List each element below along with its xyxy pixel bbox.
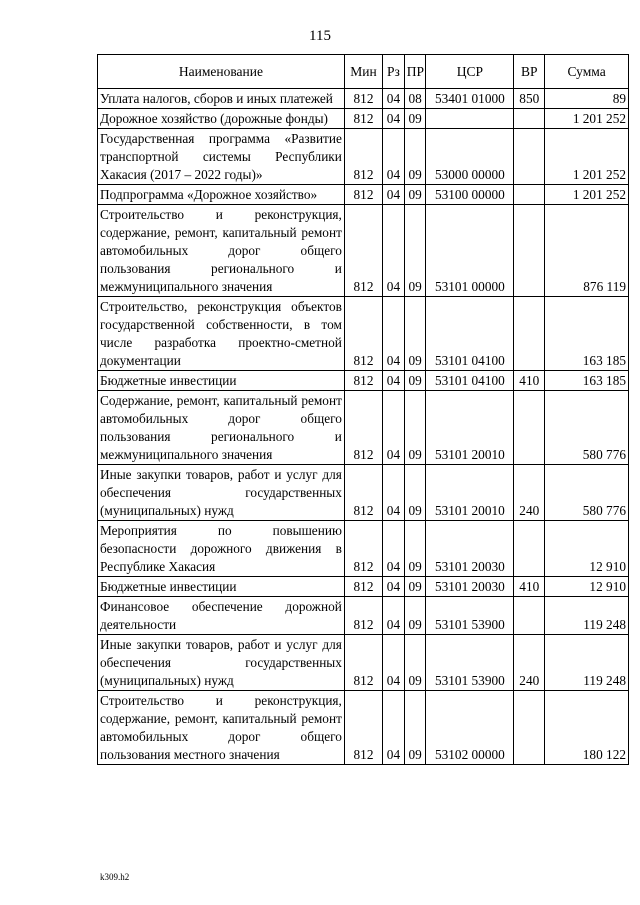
row-min: 812 [344,129,382,185]
row-sum: 163 185 [545,371,629,391]
row-pr: 09 [404,129,426,185]
row-pr: 09 [404,521,426,577]
row-rz: 04 [383,635,405,691]
row-sum: 876 119 [545,205,629,297]
table-row [98,691,629,765]
row-min: 812 [344,185,382,205]
row-pr: 09 [404,691,426,765]
row-name: Строительство и реконструкция, содержание, ремонт, капитальный ремонт автомобильных дорог общего пользования местного значения [98,691,345,765]
row-rz: 04 [383,691,405,765]
row-vr [514,297,545,371]
row-name: Мероприятия по повышению безопасности дорожного движения в Республике Хакасия [98,521,345,577]
row-vr [514,597,545,635]
row-min: 812 [344,521,382,577]
row-min: 812 [344,597,382,635]
table-row [98,597,629,635]
row-pr: 09 [404,205,426,297]
row-csr: 53101 20030 [426,577,514,597]
row-sum: 163 185 [545,297,629,371]
row-min: 812 [344,635,382,691]
header-pr: ПР [404,55,426,89]
table-row [98,371,629,391]
row-rz: 04 [383,185,405,205]
header-sum: Сумма [545,55,629,89]
row-sum: 1 201 252 [545,109,629,129]
row-pr: 09 [404,109,426,129]
row-rz: 04 [383,371,405,391]
row-name: Дорожное хозяйство (дорожные фонды) [98,109,345,129]
row-csr: 53101 04100 [426,371,514,391]
row-sum: 119 248 [545,597,629,635]
row-sum: 89 [545,89,629,109]
row-vr [514,205,545,297]
row-sum: 1 201 252 [545,129,629,185]
header-name: Наименование [98,55,345,89]
row-vr [514,185,545,205]
row-min: 812 [344,465,382,521]
row-min: 812 [344,577,382,597]
row-name: Иные закупки товаров, работ и услуг для обеспечения государственных (муниципальных) нужд [98,635,345,691]
row-name: Иные закупки товаров, работ и услуг для обеспечения государственных (муниципальных) нужд [98,465,345,521]
row-csr: 53101 53900 [426,597,514,635]
row-name: Подпрограмма «Дорожное хозяйство» [98,185,345,205]
row-min: 812 [344,391,382,465]
row-pr: 09 [404,465,426,521]
row-sum: 12 910 [545,521,629,577]
table-row [98,109,629,129]
row-min: 812 [344,205,382,297]
table-row [98,465,629,521]
row-pr: 08 [404,89,426,109]
row-name: Строительство, реконструкция объектов государственной собственности, в том числе разработка проектно-сметной документации [98,297,345,371]
row-csr [426,109,514,129]
row-rz: 04 [383,109,405,129]
row-vr [514,691,545,765]
row-sum: 12 910 [545,577,629,597]
row-name: Государственная программа «Развитие транспортной системы Республики Хакасия (2017 – 2022 годы)» [98,129,345,185]
row-rz: 04 [383,129,405,185]
row-rz: 04 [383,297,405,371]
row-name: Бюджетные инвестиции [98,577,345,597]
header-vr: ВР [514,55,545,89]
row-sum: 1 201 252 [545,185,629,205]
row-min: 812 [344,691,382,765]
table-row [98,577,629,597]
table-row [98,297,629,371]
row-name: Строительство и реконструкция, содержание, ремонт, капитальный ремонт автомобильных дорог общего пользования регионального и межмуниципального значения [98,205,345,297]
row-pr: 09 [404,371,426,391]
row-name: Бюджетные инвестиции [98,371,345,391]
row-pr: 09 [404,577,426,597]
row-csr: 53101 20010 [426,391,514,465]
table-row [98,521,629,577]
row-csr: 53101 53900 [426,635,514,691]
row-csr: 53401 01000 [426,89,514,109]
row-vr: 410 [514,577,545,597]
table-row [98,129,629,185]
row-pr: 09 [404,635,426,691]
row-csr: 53102 00000 [426,691,514,765]
row-csr: 53000 00000 [426,129,514,185]
row-rz: 04 [383,521,405,577]
row-rz: 04 [383,205,405,297]
row-sum: 119 248 [545,635,629,691]
row-vr: 850 [514,89,545,109]
row-csr: 53101 20030 [426,521,514,577]
row-vr: 240 [514,635,545,691]
row-rz: 04 [383,89,405,109]
row-min: 812 [344,89,382,109]
row-min: 812 [344,371,382,391]
table-header-row [98,55,629,89]
row-rz: 04 [383,597,405,635]
header-csr: ЦСР [426,55,514,89]
row-vr: 410 [514,371,545,391]
row-vr [514,521,545,577]
row-rz: 04 [383,465,405,521]
row-csr: 53101 00000 [426,205,514,297]
row-csr: 53101 04100 [426,297,514,371]
row-vr: 240 [514,465,545,521]
header-min: Мин [344,55,382,89]
row-sum: 180 122 [545,691,629,765]
table-row [98,205,629,297]
row-pr: 09 [404,185,426,205]
row-sum: 580 776 [545,465,629,521]
row-pr: 09 [404,297,426,371]
row-rz: 04 [383,577,405,597]
row-name: Уплата налогов, сборов и иных платежей [98,89,345,109]
table-row [98,89,629,109]
footer-code: k309.h2 [100,872,130,882]
table-body [98,89,629,765]
table-row [98,391,629,465]
row-name: Содержание, ремонт, капитальный ремонт автомобильных дорог общего пользования регионального и межмуниципального значения [98,391,345,465]
row-min: 812 [344,297,382,371]
row-vr [514,391,545,465]
row-vr [514,109,545,129]
table-row [98,185,629,205]
row-csr: 53100 00000 [426,185,514,205]
row-csr: 53101 20010 [426,465,514,521]
row-vr [514,129,545,185]
page-number: 115 [309,28,331,44]
table-row [98,635,629,691]
header-rz: Рз [383,55,405,89]
row-pr: 09 [404,597,426,635]
budget-table [97,54,629,765]
row-sum: 580 776 [545,391,629,465]
row-min: 812 [344,109,382,129]
row-pr: 09 [404,391,426,465]
row-rz: 04 [383,391,405,465]
row-name: Финансовое обеспечение дорожной деятельности [98,597,345,635]
